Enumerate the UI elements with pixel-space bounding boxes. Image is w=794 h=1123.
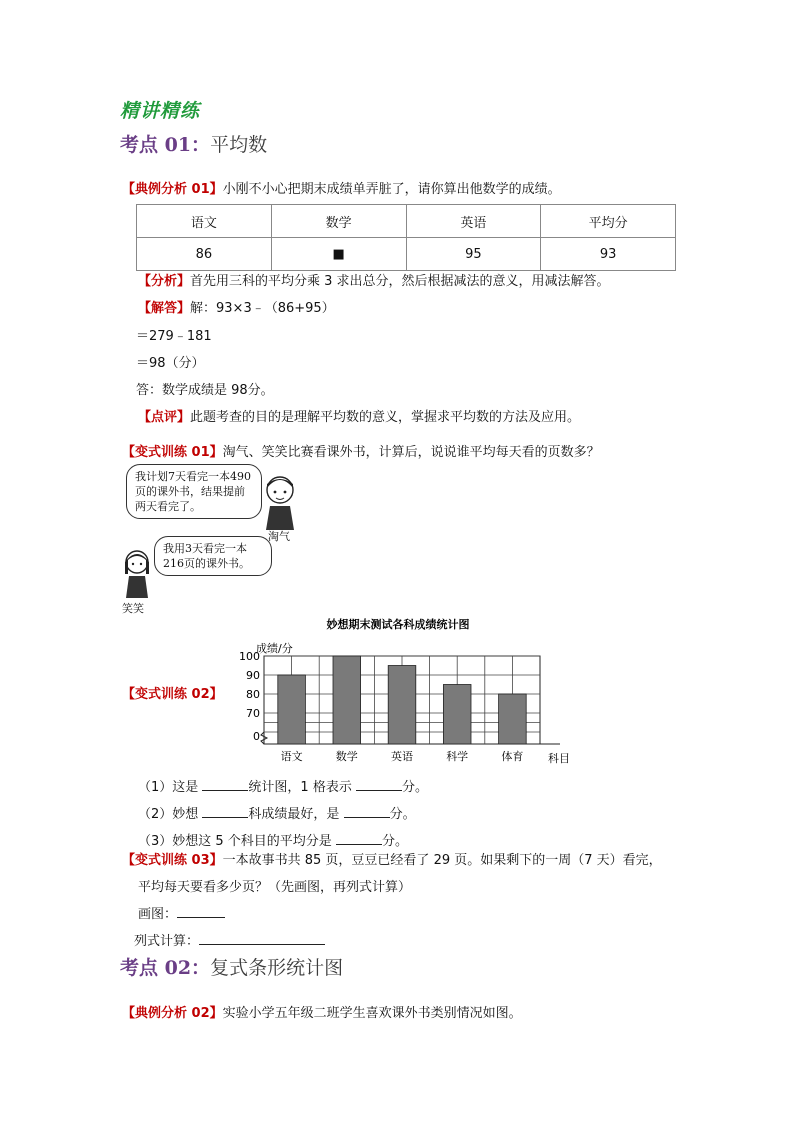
example-1-text: 小刚不小心把期末成绩单弄脏了，请你算出他数学的成绩。 bbox=[222, 182, 561, 197]
draw-blank[interactable] bbox=[177, 905, 225, 918]
boy-figure-icon bbox=[260, 474, 300, 532]
bar-英语 bbox=[388, 666, 416, 745]
q2-part: 分。 bbox=[389, 807, 416, 822]
answer-blank[interactable] bbox=[336, 832, 382, 845]
y-tick-label: 80 bbox=[246, 688, 260, 701]
q1-part: 分。 bbox=[401, 780, 428, 795]
q1-part: （1）这是 bbox=[138, 780, 199, 795]
score-table bbox=[136, 204, 676, 271]
table-cell: 93 bbox=[541, 238, 676, 271]
table-row bbox=[137, 238, 676, 271]
draw-label: 画图： bbox=[138, 907, 178, 922]
y-tick-label: 0 bbox=[253, 730, 260, 743]
score-bar-chart bbox=[222, 612, 574, 768]
x-tick-label: 体育 bbox=[501, 750, 524, 763]
kaodian-1-topic: 平均数 bbox=[210, 134, 268, 156]
example-2-question bbox=[122, 1002, 522, 1021]
table-header-cell: 语文 bbox=[137, 205, 272, 238]
chart-title: 妙想期末测试各科成绩统计图 bbox=[326, 618, 470, 631]
kaodian-2-topic: 复式条形统计图 bbox=[210, 957, 344, 979]
table-cell: 95 bbox=[406, 238, 541, 271]
variant-1-question bbox=[122, 441, 600, 460]
name-taoqi: 淘气 bbox=[268, 530, 290, 543]
x-tick-label: 科学 bbox=[446, 750, 469, 763]
table-cell: ■ bbox=[271, 238, 406, 271]
variant-2-q3 bbox=[138, 830, 408, 849]
table-header-cell: 英语 bbox=[406, 205, 541, 238]
answer-tag: 【解答】 bbox=[138, 301, 191, 316]
kaodian-1-title bbox=[120, 130, 267, 157]
calc-blank[interactable] bbox=[199, 932, 325, 945]
answer-blank[interactable] bbox=[344, 805, 390, 818]
bar-科学 bbox=[443, 685, 471, 745]
q2-part: 科成绩最好，是 bbox=[248, 807, 340, 822]
bar-数学 bbox=[333, 656, 361, 744]
comment bbox=[138, 406, 580, 425]
chart-ylabel: 成绩/分 bbox=[256, 642, 293, 655]
section-title: 精讲精练 bbox=[120, 100, 201, 122]
answer-blank[interactable] bbox=[356, 778, 402, 791]
variant-2-tag-text: 【变式训练 02】 bbox=[122, 687, 223, 702]
example-1-tag: 【典例分析 01】 bbox=[122, 182, 223, 197]
girl-figure-icon bbox=[120, 548, 154, 600]
reading-illustration bbox=[122, 464, 300, 615]
x-tick-label: 数学 bbox=[335, 750, 358, 763]
chart-xlabel: 科目 bbox=[548, 752, 570, 765]
table-cell: 86 bbox=[137, 238, 272, 271]
answer-line-4: 答：数学成绩是 98分。 bbox=[136, 383, 274, 398]
table-header-cell: 数学 bbox=[271, 205, 406, 238]
variant-3-line-2: 平均每天要看多少页？（先画图，再列式计算） bbox=[138, 880, 412, 895]
answer-text: 解：93×3﹣（86+95） bbox=[190, 301, 335, 316]
x-tick-label: 英语 bbox=[391, 750, 413, 763]
y-tick-label: 100 bbox=[239, 650, 260, 663]
q3-part: 分。 bbox=[381, 834, 408, 849]
analysis-text: 首先用三科的平均分乘 3 求出总分，然后根据减法的意义，用减法解答。 bbox=[190, 274, 610, 289]
x-tick-label: 语文 bbox=[280, 750, 303, 763]
comment-tag: 【点评】 bbox=[138, 410, 191, 425]
answer-line-3: ＝98（分） bbox=[136, 356, 205, 371]
variant-1-text: 淘气、笑笑比赛看课外书，计算后，说说谁平均每天看的页数多？ bbox=[222, 445, 600, 460]
bar-语文 bbox=[278, 675, 306, 744]
y-tick-label: 90 bbox=[246, 669, 260, 682]
calc-label: 列式计算： bbox=[134, 934, 200, 949]
example-1-question bbox=[122, 178, 561, 197]
variant-3-text: 一本故事书共 85 页，豆豆已经看了 29 页。如果剩下的一周（7 天）看完， bbox=[222, 853, 662, 868]
calc-field bbox=[134, 930, 325, 949]
table-header-row bbox=[137, 205, 676, 238]
variant-2-tag bbox=[122, 683, 223, 702]
variant-3-line-1 bbox=[122, 849, 662, 868]
q3-part: （3）妙想这 5 个科目的平均分是 bbox=[138, 834, 332, 849]
speech-bubble-taoqi: 我计划7天看完一本490页的课外书，结果提前两天看完了。 bbox=[126, 464, 262, 519]
variant-1-tag: 【变式训练 01】 bbox=[122, 445, 223, 460]
q2-part: （2）妙想 bbox=[138, 807, 199, 822]
example-2-text: 实验小学五年级二班学生喜欢课外书类别情况如图。 bbox=[222, 1006, 522, 1021]
draw-field bbox=[138, 903, 225, 922]
speech-bubble-xiaoxiao: 我用3天看完一本216页的课外书。 bbox=[154, 536, 272, 576]
comment-text: 此题考查的目的是理解平均数的意义，掌握求平均数的方法及应用。 bbox=[190, 410, 581, 425]
variant-3-tag: 【变式训练 03】 bbox=[122, 853, 223, 868]
example-2-tag: 【典例分析 02】 bbox=[122, 1006, 223, 1021]
answer-blank[interactable] bbox=[202, 805, 248, 818]
variant-2-q1 bbox=[138, 776, 428, 795]
q1-part: 统计图，1 格表示 bbox=[248, 780, 352, 795]
kaodian-2-label: 考点 02： bbox=[120, 957, 211, 979]
answer-blank[interactable] bbox=[202, 778, 248, 791]
kaodian-2-title bbox=[120, 953, 343, 980]
answer-line-2: ＝279﹣181 bbox=[136, 329, 212, 344]
table-header-cell: 平均分 bbox=[541, 205, 676, 238]
y-tick-label: 70 bbox=[246, 707, 260, 720]
variant-2-q2 bbox=[138, 803, 416, 822]
kaodian-1-label: 考点 01： bbox=[120, 134, 211, 156]
analysis-tag: 【分析】 bbox=[138, 274, 191, 289]
answer-line-1 bbox=[138, 297, 335, 316]
analysis bbox=[138, 270, 610, 289]
name-xiaoxiao: 笑笑 bbox=[122, 602, 144, 615]
bar-体育 bbox=[499, 694, 527, 744]
